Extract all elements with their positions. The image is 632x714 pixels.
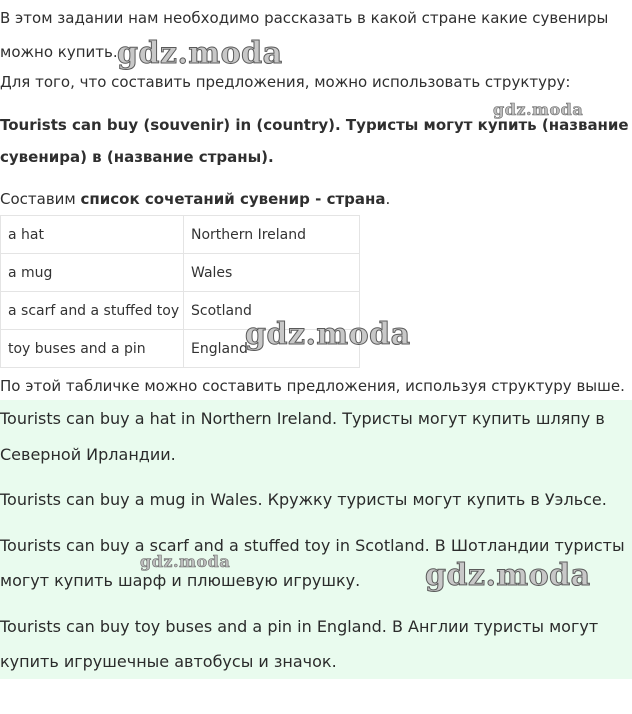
structure-line-1: Tourists can buy (souvenir) in (country). Туристы могут купить (название	[0, 116, 629, 134]
table-row	[1, 254, 360, 292]
after-table-text: По этой табличке можно составить предложения, используя структуру выше.	[0, 377, 625, 395]
table-row	[1, 292, 360, 330]
souvenir-cell: a mug	[1, 254, 184, 292]
table-row	[1, 216, 360, 254]
list-heading-bold: список сочетаний сувенир - страна	[80, 190, 386, 208]
intro-line-3: Для того, что составить предложения, можно использовать структуру:	[0, 73, 571, 91]
answer-3-line-1: Tourists can buy a scarf and a stuffed toy in Scotland. В Шотландии туристы	[0, 536, 625, 555]
souvenir-cell: toy buses and a pin	[1, 330, 184, 368]
answer-4-line-2: купить игрушечные автобусы и значок.	[0, 652, 337, 671]
structure-line-2: сувенира) в (название страны).	[0, 148, 274, 166]
answer-1-line-1: Tourists can buy a hat in Northern Ireland. Туристы могут купить шляпу в	[0, 409, 605, 428]
watermark-logo: gdz.moda	[117, 36, 283, 71]
watermark-logo: gdz.moda	[425, 558, 591, 593]
answer-1-line-2: Северной Ирландии.	[0, 445, 176, 464]
list-heading-suffix: .	[385, 190, 391, 208]
country-cell: Scotland	[184, 292, 360, 330]
answer-block	[0, 400, 632, 679]
table-row	[1, 330, 360, 368]
country-cell: Wales	[184, 254, 360, 292]
watermark-logo: gdz.moda	[245, 317, 411, 352]
watermark-logo: gdz.moda	[140, 552, 231, 571]
answer-4-line-1: Tourists can buy toy buses and a pin in England. В Англии туристы могут	[0, 617, 599, 636]
souvenir-cell: a hat	[1, 216, 184, 254]
watermark-logo: gdz.moda	[493, 100, 584, 119]
list-heading-prefix: Составим	[0, 190, 81, 208]
souvenir-cell: a scarf and a stuffed toy	[1, 292, 184, 330]
answer-3-line-2: могут купить шарф и плюшевую игрушку.	[0, 571, 361, 590]
list-heading	[0, 189, 390, 209]
country-cell: England	[184, 330, 360, 368]
country-cell: Northern Ireland	[184, 216, 360, 254]
answer-2-line-1: Tourists can buy a mug in Wales. Кружку туристы могут купить в Уэльсе.	[0, 490, 607, 509]
intro-line-2: можно купить.	[0, 43, 118, 61]
intro-line-1: В этом задании нам необходимо рассказать в какой стране какие сувениры	[0, 9, 609, 27]
souvenir-country-table	[0, 215, 360, 368]
